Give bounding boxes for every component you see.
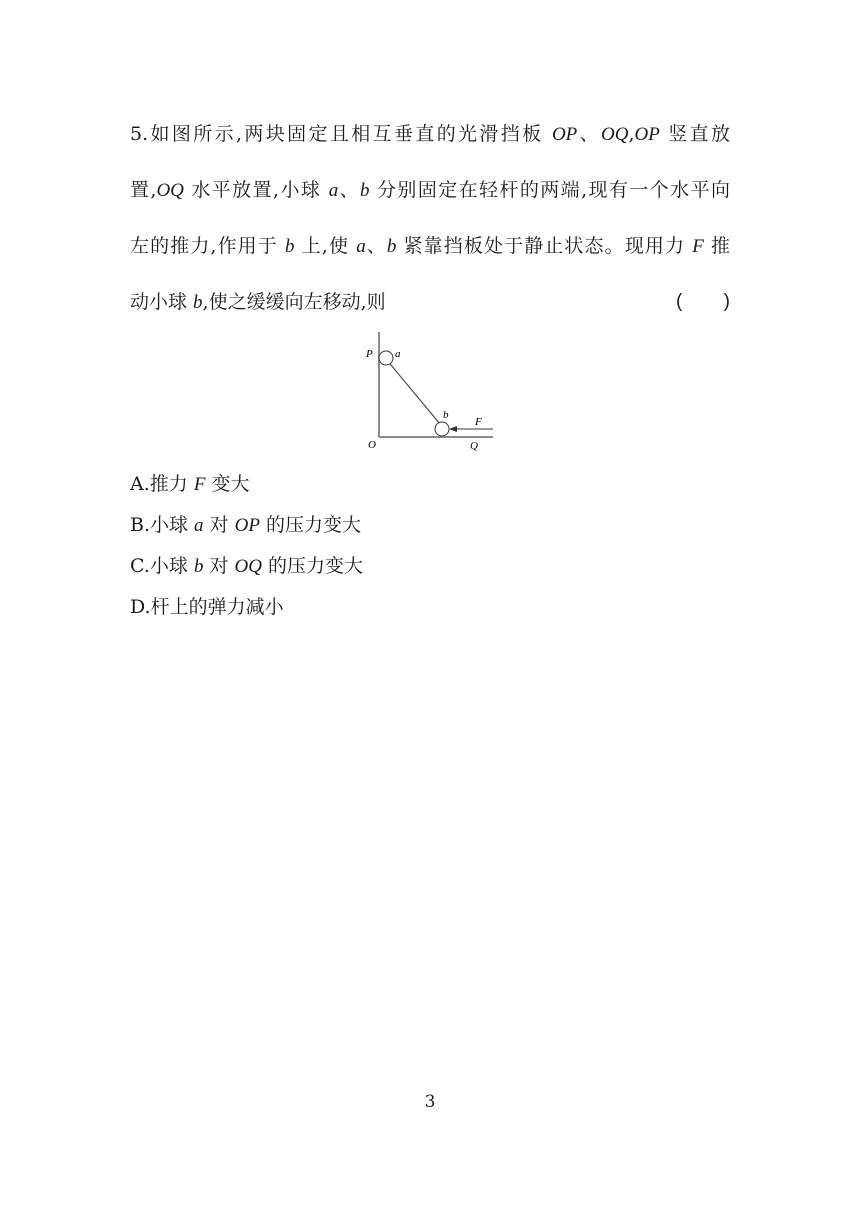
option-b[interactable]: B.小球 a 对 OP 的压力变大	[130, 514, 362, 536]
option-c[interactable]: C.小球 b 对 OQ 的压力变大	[130, 555, 364, 577]
math-symbol: F	[193, 474, 206, 495]
math-symbol: a	[194, 515, 204, 536]
label-b: b	[443, 409, 449, 421]
answer-bracket-close: )	[723, 291, 730, 312]
question-line-4	[130, 280, 730, 336]
question-line-2: 置,OQ 水平放置,小球 a、b 分别固定在轻杆的两端,现有一个水平向	[130, 179, 730, 201]
question-number: 5.	[130, 123, 149, 145]
math-symbol: b	[193, 556, 204, 577]
answer-bracket	[676, 280, 730, 324]
light-rod	[386, 359, 440, 424]
label-q: Q	[470, 440, 478, 452]
math-symbol: OP	[234, 515, 260, 536]
physics-diagram	[360, 330, 500, 455]
option-a[interactable]: A.推力 F 变大	[130, 473, 250, 495]
label-f: F	[475, 416, 482, 428]
ball-a	[379, 351, 393, 365]
question-line-3: 左的推力,作用于 b 上,使 a、b 紧靠挡板处于静止状态。现用力 F 推	[130, 235, 730, 257]
math-symbol: a	[356, 236, 366, 257]
math-symbol: F	[692, 236, 704, 257]
math-symbol: b	[386, 236, 397, 257]
math-symbol: OQ	[601, 124, 629, 145]
math-symbol: OP	[634, 124, 660, 145]
label-a: a	[395, 348, 401, 360]
math-symbol: OQ	[234, 556, 262, 577]
label-p: P	[366, 348, 373, 360]
answer-options	[130, 464, 363, 628]
answer-bracket-open: (	[676, 291, 683, 312]
math-symbol: b	[193, 292, 203, 313]
math-symbol: OQ	[156, 180, 184, 201]
question-line-1	[130, 112, 730, 168]
force-arrow-head	[449, 426, 457, 432]
math-symbol: b	[285, 236, 295, 257]
page-number: 3	[424, 1092, 436, 1112]
ball-b	[435, 422, 449, 436]
question-stem	[130, 112, 730, 336]
option-d[interactable]: D.杆上的弹力减小	[130, 596, 284, 618]
label-o: O	[368, 439, 376, 451]
math-symbol: b	[360, 180, 370, 201]
math-symbol: OP	[551, 124, 578, 145]
question-line-4-text: 动小球 b,使之缓缓向左移动,则	[130, 291, 386, 313]
question-line-1-text: 如图所示,两块固定且相互垂直的光滑挡板 OP、OQ,OP 竖直放	[148, 123, 730, 145]
math-symbol: a	[328, 180, 339, 201]
